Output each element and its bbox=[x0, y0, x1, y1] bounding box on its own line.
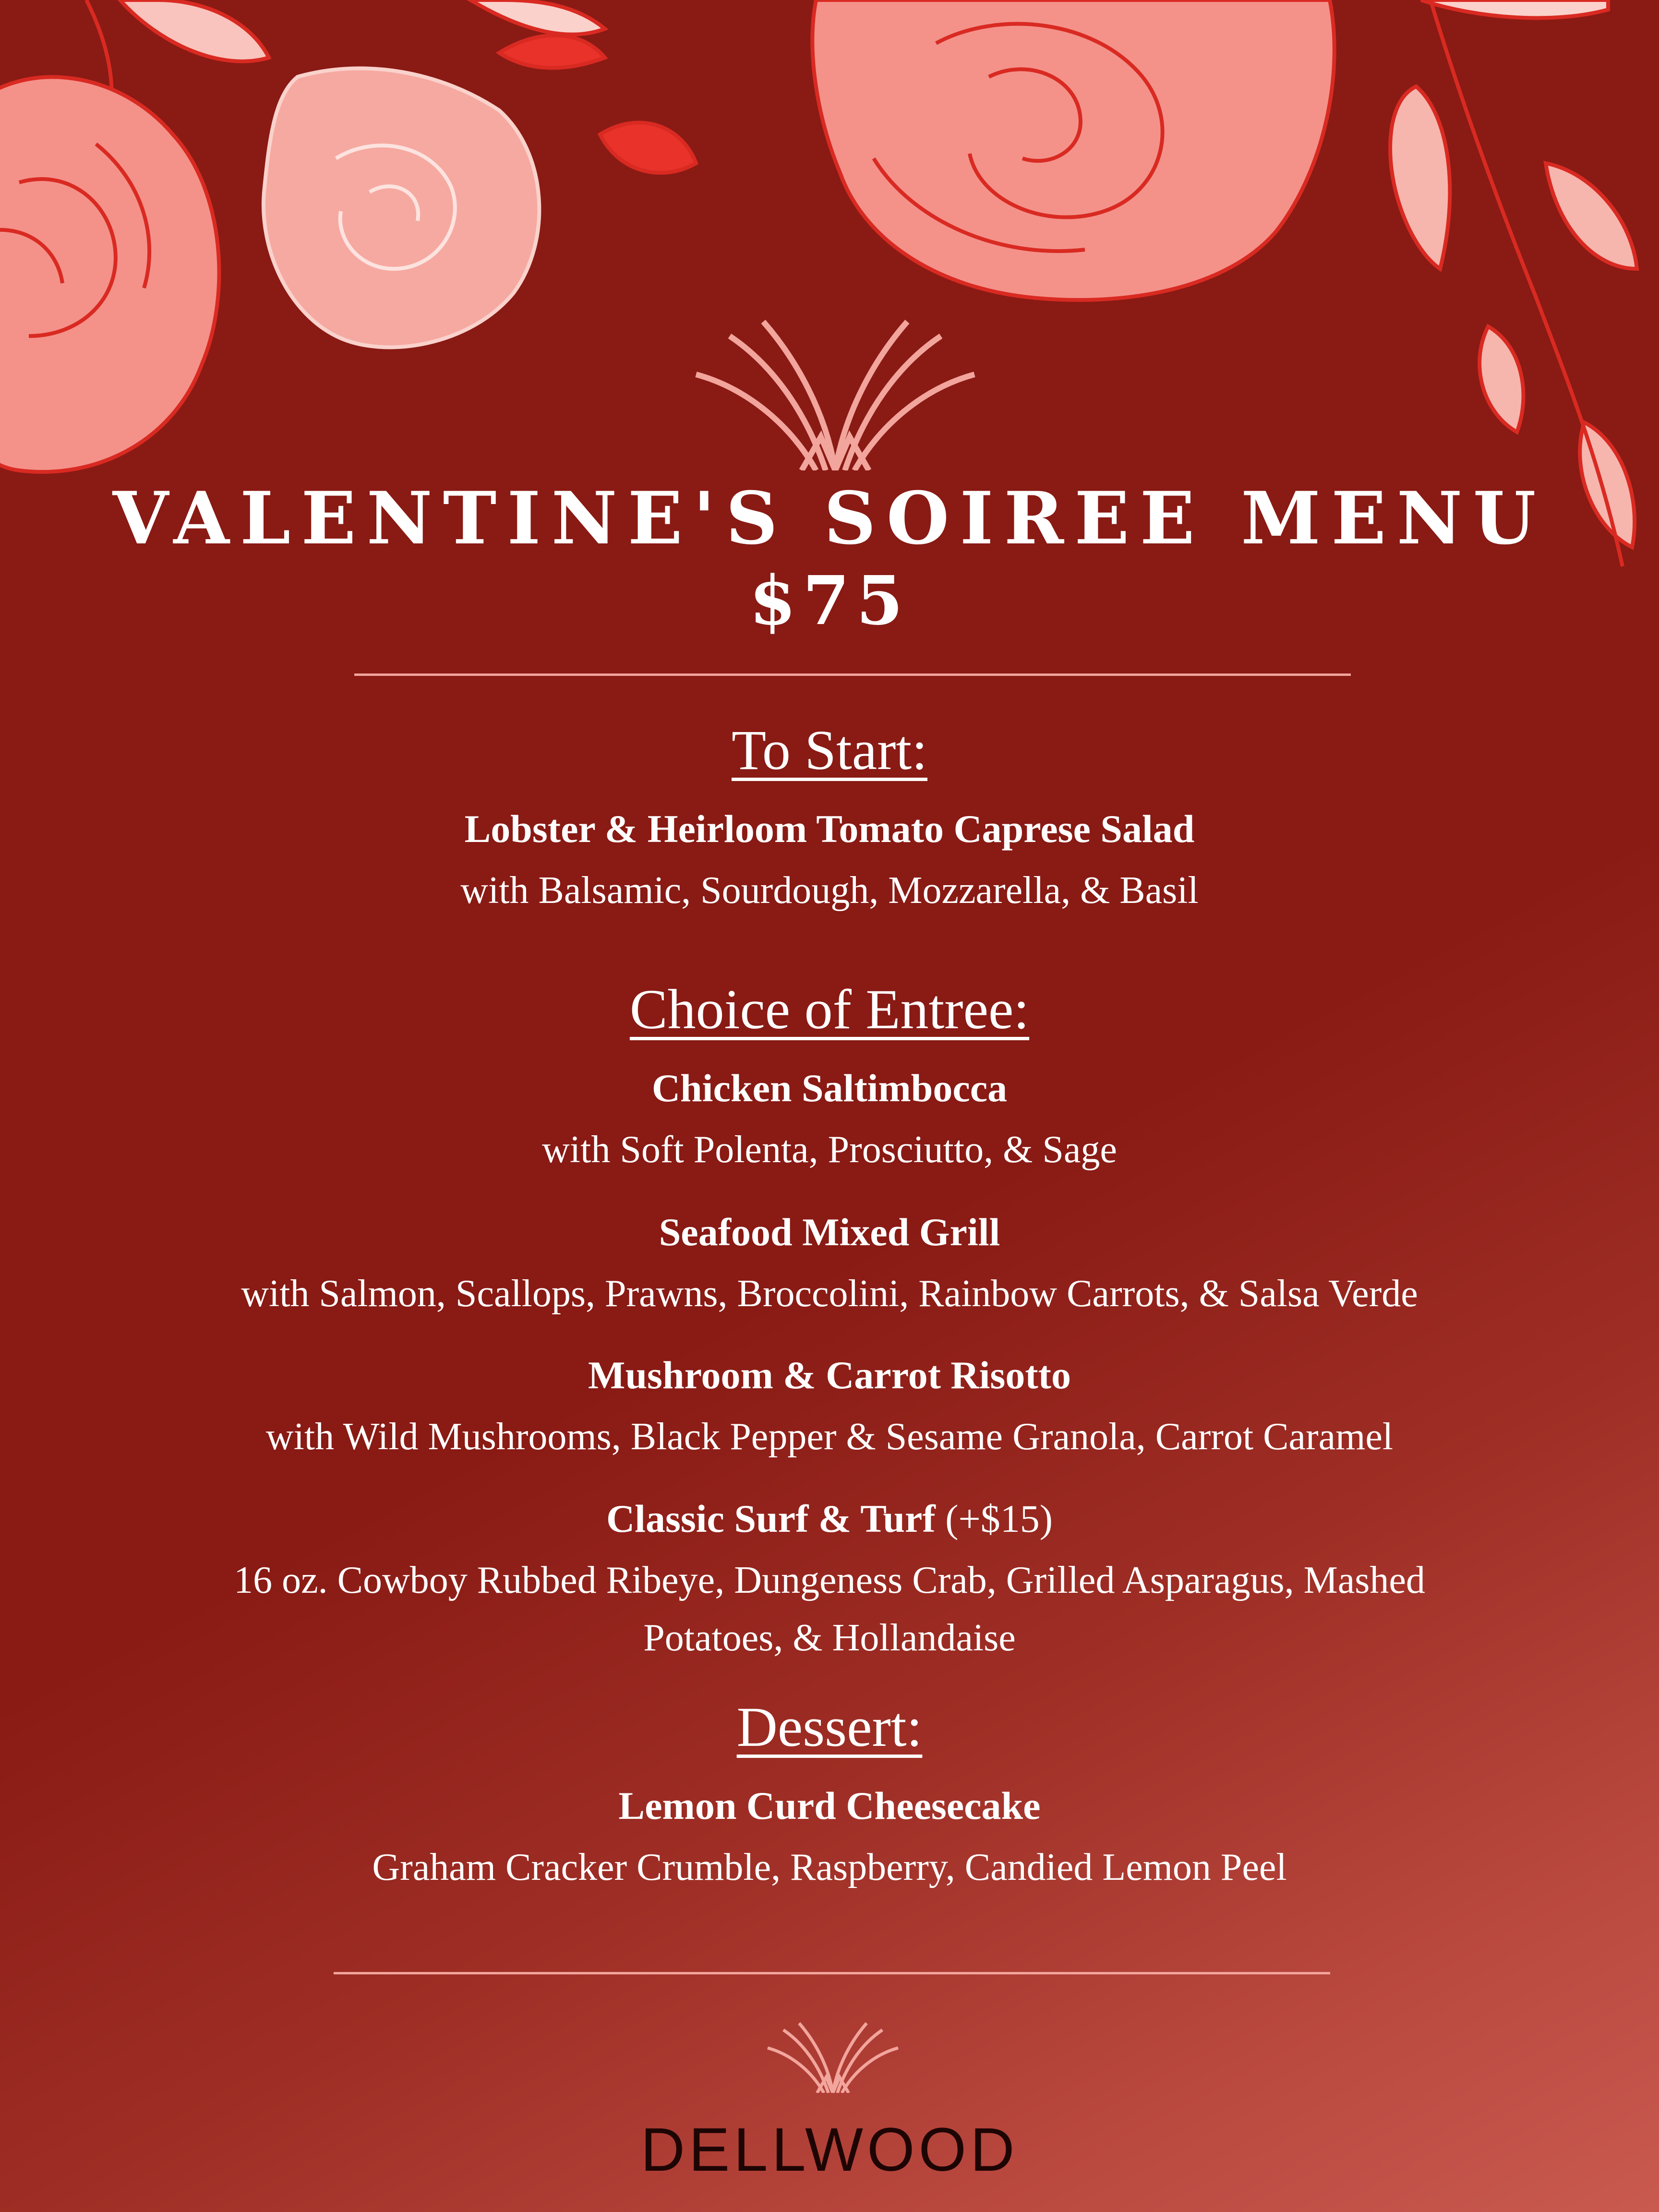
menu-item-description: Potatoes, & Hollandaise bbox=[643, 1617, 1016, 1659]
bud-icon bbox=[1390, 86, 1450, 269]
menu-item-description: with Soft Polenta, Prosciutto, & Sage bbox=[542, 1129, 1117, 1171]
bud-icon bbox=[1479, 326, 1523, 432]
divider bbox=[334, 1972, 1330, 1974]
dellwood-logo-icon bbox=[763, 2021, 902, 2093]
leaf-icon bbox=[600, 123, 696, 173]
menu-item-name: Lobster & Heirloom Tomato Caprese Salad bbox=[464, 807, 1195, 851]
section-heading-entree: Choice of Entree: bbox=[629, 978, 1030, 1041]
menu-item-name bbox=[0, 1496, 1659, 1541]
menu-item-description: with Wild Mushrooms, Black Pepper & Sesame Granola, Carrot Caramel bbox=[265, 1416, 1394, 1458]
leaf-icon bbox=[120, 0, 269, 61]
menu-item-name: Seafood Mixed Grill bbox=[659, 1210, 1000, 1254]
rose-icon bbox=[264, 68, 539, 347]
menu-price: $75 bbox=[749, 562, 910, 640]
rose-icon bbox=[812, 0, 1334, 300]
section-heading-dessert: Dessert: bbox=[736, 1695, 923, 1758]
leaf-icon bbox=[470, 0, 605, 35]
menu-item-description: with Salmon, Scallops, Prawns, Broccolini, Rainbow Carrots, & Salsa Verde bbox=[241, 1273, 1418, 1315]
menu-item-description: 16 oz. Cowboy Rubbed Ribeye, Dungeness Crab, Grilled Asparagus, Mashed bbox=[234, 1559, 1425, 1601]
dellwood-logo-icon bbox=[691, 317, 979, 470]
menu-item-upcharge: (+$15) bbox=[945, 1497, 1053, 1540]
divider bbox=[354, 673, 1351, 676]
menu-item-name-text: Classic Surf & Turf bbox=[606, 1497, 936, 1540]
menu-item-description: with Balsamic, Sourdough, Mozzarella, & Basil bbox=[460, 869, 1199, 912]
leaf-icon bbox=[499, 36, 605, 68]
leaf-icon bbox=[1421, 0, 1608, 18]
menu-title: VALENTINE'S SOIREE MENU bbox=[112, 476, 1547, 561]
section-heading-start: To Start: bbox=[732, 719, 927, 781]
menu-item-description: Graham Cracker Crumble, Raspberry, Candied Lemon Peel bbox=[372, 1846, 1287, 1888]
menu-item-name: Chicken Saltimbocca bbox=[651, 1066, 1008, 1110]
brand-name: DELLWOOD bbox=[640, 2116, 1019, 2184]
rose-icon bbox=[0, 77, 219, 472]
menu-item-name: Lemon Curd Cheesecake bbox=[618, 1784, 1041, 1827]
bud-icon bbox=[1546, 163, 1637, 269]
menu-item-name: Mushroom & Carrot Risotto bbox=[588, 1353, 1071, 1397]
